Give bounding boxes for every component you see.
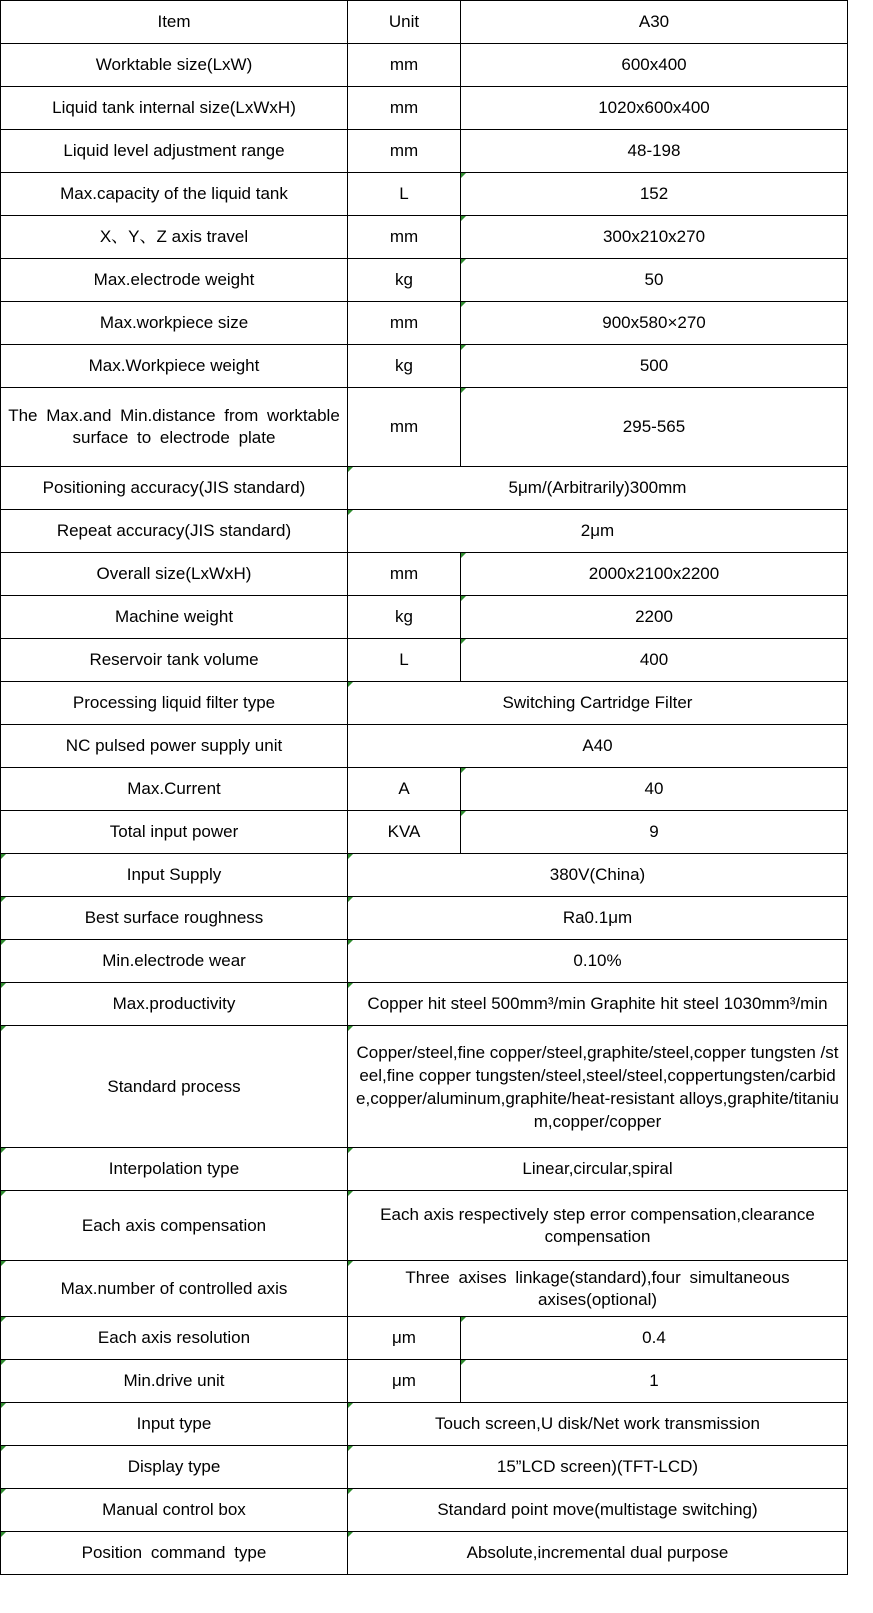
spec-item-cell: [1, 44, 348, 87]
corner-marker-icon: [461, 768, 466, 773]
spec-item-label: Best surface roughness: [84, 908, 264, 927]
spec-item-label: The Max.and Min.distance from worktable surface to electrode plate: [8, 406, 340, 447]
spec-value-label: Copper hit steel 500mm³/min Graphite hit steel 1030mm³/min: [367, 994, 828, 1013]
spec-item-label: Max.number of controlled axis: [60, 1278, 288, 1298]
corner-marker-icon: [348, 983, 353, 988]
spec-item-cell: [1, 1446, 348, 1489]
spec-item-cell: [1, 639, 348, 682]
corner-marker-icon: [348, 1191, 353, 1196]
spec-unit-label: mm: [389, 313, 419, 332]
spec-value-cell: [461, 345, 848, 388]
spec-item-cell: [1, 682, 348, 725]
corner-marker-icon: [1, 854, 6, 859]
spec-value-label: Standard point move(multistage switching): [437, 1500, 758, 1519]
spec-unit-cell: [348, 259, 461, 302]
table-row: [1, 682, 848, 725]
spec-item-label: Machine weight: [114, 607, 234, 626]
spec-unit-label: μm: [392, 1371, 416, 1390]
spec-value-cell: [348, 725, 848, 768]
spec-value-cell: [461, 553, 848, 596]
spec-item-label: Max.Current: [127, 779, 221, 798]
table-row: [1, 940, 848, 983]
corner-marker-icon: [348, 1148, 353, 1153]
spec-item-label: Max.workpiece size: [99, 313, 249, 332]
spec-item-cell: [1, 553, 348, 596]
spec-item-label: Max.productivity: [112, 994, 236, 1013]
spec-value-cell: [461, 173, 848, 216]
spec-item-label: Each axis resolution: [97, 1328, 251, 1347]
spec-item-cell: [1, 510, 348, 553]
corner-marker-icon: [348, 897, 353, 902]
spec-item-cell: [1, 388, 348, 467]
spec-unit-label: mm: [389, 141, 419, 160]
corner-marker-icon: [461, 259, 466, 264]
spec-item-label: Input Supply: [126, 865, 222, 884]
spec-item-label: Each axis compensation: [81, 1215, 267, 1235]
spec-unit-cell: [348, 639, 461, 682]
spec-item-label: Liquid tank internal size(LxWxH): [52, 98, 296, 117]
corner-marker-icon: [461, 1360, 466, 1365]
spec-value-label: 295-565: [622, 417, 686, 436]
spec-value-cell: [348, 1532, 848, 1575]
spec-item-cell: [1, 302, 348, 345]
spec-item-cell: [1, 130, 348, 173]
corner-marker-icon: [348, 1446, 353, 1451]
spec-unit-label: L: [399, 184, 409, 203]
corner-marker-icon: [1, 1026, 6, 1031]
spec-value-label: 380V(China): [549, 865, 646, 884]
spec-item-label: Display type: [127, 1457, 221, 1476]
table-row: [1, 467, 848, 510]
spec-item-cell: [1, 940, 348, 983]
spec-unit-cell: [348, 216, 461, 259]
table-row: [1, 302, 848, 345]
corner-marker-icon: [461, 345, 466, 350]
spec-value-label: Absolute,incremental dual purpose: [466, 1543, 729, 1562]
spec-item-cell: [1, 983, 348, 1026]
spec-unit-label: kg: [395, 270, 413, 289]
spec-unit-label: L: [399, 650, 409, 669]
spec-value-cell: [348, 854, 848, 897]
spec-item-cell: [1, 768, 348, 811]
table-row: [1, 1148, 848, 1191]
spec-item-cell: [1, 1489, 348, 1532]
spec-value-label: A30: [638, 12, 670, 31]
spec-value-label: 2200: [635, 607, 673, 626]
spec-value-cell: [348, 1148, 848, 1191]
corner-marker-icon: [461, 302, 466, 307]
spec-item-label: Min.electrode wear: [102, 951, 246, 970]
corner-marker-icon: [461, 216, 466, 221]
spec-value-cell: [461, 596, 848, 639]
corner-marker-icon: [1, 1317, 6, 1322]
corner-marker-icon: [1, 897, 6, 902]
spec-item-label: Positioning accuracy(JIS standard): [42, 478, 306, 497]
spec-unit-cell: [348, 87, 461, 130]
spec-unit-cell: [348, 302, 461, 345]
corner-marker-icon: [348, 854, 353, 859]
spec-item-label: Min.drive unit: [123, 1371, 225, 1390]
spec-item-label: Total input power: [109, 822, 239, 841]
table-row: [1, 1532, 848, 1575]
table-row: [1, 216, 848, 259]
table-row: [1, 1, 848, 44]
spec-value-cell: [461, 44, 848, 87]
table-row: [1, 1191, 848, 1261]
spec-value-cell: [348, 983, 848, 1026]
spec-unit-cell: [348, 173, 461, 216]
table-row: [1, 596, 848, 639]
spec-item-label: X、Y、Z axis travel: [99, 227, 249, 246]
corner-marker-icon: [348, 682, 353, 687]
spec-value-label: Ra0.1μm: [562, 908, 633, 927]
spec-item-label: Repeat accuracy(JIS standard): [56, 521, 292, 540]
spec-item-cell: [1, 173, 348, 216]
spec-value-label: 600x400: [621, 55, 687, 74]
spec-unit-cell: [348, 130, 461, 173]
spec-item-label: Position command type: [81, 1543, 267, 1562]
spec-item-cell: [1, 1360, 348, 1403]
spec-item-cell: [1, 87, 348, 130]
spec-value-cell: [461, 130, 848, 173]
corner-marker-icon: [461, 173, 466, 178]
spec-item-cell: [1, 1532, 348, 1575]
table-row: [1, 811, 848, 854]
table-row: [1, 897, 848, 940]
spec-value-cell: [461, 388, 848, 467]
corner-marker-icon: [348, 510, 353, 515]
corner-marker-icon: [348, 1026, 353, 1031]
spec-unit-cell: [348, 1, 461, 44]
table-row: [1, 639, 848, 682]
spec-value-cell: [461, 1317, 848, 1360]
spec-item-label: Reservoir tank volume: [89, 650, 259, 669]
spec-unit-label: Unit: [388, 12, 420, 31]
spec-item-cell: [1, 345, 348, 388]
spec-value-cell: [348, 1191, 848, 1261]
table-row: [1, 87, 848, 130]
corner-marker-icon: [1, 1403, 6, 1408]
spec-item-label: Interpolation type: [108, 1159, 240, 1178]
spec-item-cell: [1, 259, 348, 302]
spec-value-label: Switching Cartridge Filter: [502, 693, 693, 712]
spec-unit-label: A: [398, 779, 410, 798]
table-row: [1, 768, 848, 811]
spec-item-label: Item: [157, 12, 191, 31]
spec-item-cell: [1, 1261, 348, 1317]
spec-value-label: 400: [639, 650, 669, 669]
spec-value-cell: [348, 1261, 848, 1317]
spec-unit-label: μm: [392, 1328, 416, 1347]
spec-item-label: Standard process: [107, 1076, 241, 1096]
spec-item-cell: [1, 1026, 348, 1148]
spec-unit-cell: [348, 553, 461, 596]
spec-value-label: 0.4: [642, 1328, 666, 1347]
table-row: [1, 130, 848, 173]
corner-marker-icon: [1, 1446, 6, 1451]
spec-item-cell: [1, 1, 348, 44]
spec-unit-label: mm: [389, 98, 419, 117]
spec-item-label: Processing liquid filter type: [72, 693, 276, 712]
spec-value-cell: [348, 940, 848, 983]
spec-value-label: 9: [649, 822, 659, 841]
spec-unit-cell: [348, 345, 461, 388]
spec-value-label: 40: [644, 779, 664, 798]
spec-value-cell: [461, 302, 848, 345]
spec-unit-label: kg: [395, 607, 413, 626]
table-row: [1, 1403, 848, 1446]
spec-value-label: Copper/steel,fine copper/steel,graphite/steel,copper tungsten /steel,fine copper tungsten/steel,steel/steel,coppertungsten/carbide,copper/aluminum,graphite/heat-resistant alloys,graphite/titanium,copper/copper: [356, 1042, 839, 1131]
corner-marker-icon: [348, 1261, 353, 1266]
corner-marker-icon: [1, 1191, 6, 1196]
spec-value-cell: [461, 216, 848, 259]
spec-unit-label: mm: [389, 227, 419, 246]
spec-value-label: Each axis respectively step error compensation,clearance compensation: [380, 1204, 815, 1246]
table-row: [1, 725, 848, 768]
table-row: [1, 173, 848, 216]
spec-item-cell: [1, 1191, 348, 1261]
spec-item-label: Input type: [136, 1414, 212, 1433]
spec-value-label: 50: [644, 270, 664, 289]
spec-item-cell: [1, 467, 348, 510]
spec-value-label: 1: [649, 1371, 659, 1390]
spec-value-label: 900x580×270: [602, 313, 706, 332]
spec-value-cell: [461, 811, 848, 854]
spec-unit-label: KVA: [387, 822, 421, 841]
spec-unit-label: mm: [389, 417, 419, 436]
spec-unit-label: mm: [389, 55, 419, 74]
corner-marker-icon: [1, 940, 6, 945]
table-row: [1, 1360, 848, 1403]
corner-marker-icon: [348, 467, 353, 472]
corner-marker-icon: [348, 1403, 353, 1408]
spec-unit-cell: [348, 811, 461, 854]
table-row: [1, 345, 848, 388]
spec-value-cell: [461, 87, 848, 130]
spec-item-cell: [1, 854, 348, 897]
table-row: [1, 1026, 848, 1148]
table-row: [1, 259, 848, 302]
corner-marker-icon: [1, 1148, 6, 1153]
spec-item-label: NC pulsed power supply unit: [65, 736, 283, 755]
spec-value-label: 0.10%: [573, 951, 622, 970]
spec-value-label: 300x210x270: [602, 227, 706, 246]
spec-value-label: 48-198: [627, 141, 681, 160]
corner-marker-icon: [461, 388, 466, 393]
spec-value-label: Touch screen,U disk/Net work transmission: [434, 1414, 760, 1433]
corner-marker-icon: [348, 940, 353, 945]
spec-value-cell: [348, 1403, 848, 1446]
table-row: [1, 510, 848, 553]
corner-marker-icon: [1, 1261, 6, 1266]
corner-marker-icon: [348, 1489, 353, 1494]
spec-value-label: Linear,circular,spiral: [522, 1159, 673, 1178]
table-row: [1, 1489, 848, 1532]
corner-marker-icon: [461, 811, 466, 816]
spec-item-label: Manual control box: [102, 1500, 246, 1519]
table-row: [1, 388, 848, 467]
spec-value-cell: [348, 1446, 848, 1489]
spec-unit-cell: [348, 1317, 461, 1360]
spec-item-cell: [1, 811, 348, 854]
spec-value-cell: [348, 1026, 848, 1148]
corner-marker-icon: [1, 1360, 6, 1365]
spec-item-label: Max.electrode weight: [93, 270, 255, 289]
spec-item-cell: [1, 725, 348, 768]
spec-value-label: A40: [582, 736, 613, 755]
corner-marker-icon: [461, 1317, 466, 1322]
spec-value-cell: [461, 639, 848, 682]
corner-marker-icon: [461, 596, 466, 601]
spec-value-label: 5μm/(Arbitrarily)300mm: [508, 478, 687, 497]
spec-unit-label: mm: [389, 564, 419, 583]
table-row: [1, 854, 848, 897]
corner-marker-icon: [1, 1489, 6, 1494]
spec-value-label: 152: [639, 184, 669, 203]
spec-value-label: 15”LCD screen)(TFT-LCD): [496, 1457, 699, 1476]
corner-marker-icon: [348, 1532, 353, 1537]
spec-unit-cell: [348, 596, 461, 639]
table-row: [1, 1261, 848, 1317]
spec-item-cell: [1, 1403, 348, 1446]
spec-unit-label: kg: [395, 356, 413, 375]
spec-value-cell: [348, 467, 848, 510]
corner-marker-icon: [461, 639, 466, 644]
spec-unit-cell: [348, 1360, 461, 1403]
spec-value-label: 1020x600x400: [598, 98, 710, 117]
spec-item-label: Overall size(LxWxH): [96, 564, 252, 583]
spec-value-label: 2μm: [580, 521, 615, 540]
corner-marker-icon: [461, 553, 466, 558]
spec-item-cell: [1, 897, 348, 940]
spec-item-label: Max.Workpiece weight: [88, 356, 260, 375]
spec-value-cell: [348, 1489, 848, 1532]
spec-value-cell: [461, 768, 848, 811]
spec-item-label: Liquid level adjustment range: [63, 141, 285, 160]
spec-value-cell: [461, 1, 848, 44]
spec-value-cell: [348, 682, 848, 725]
spec-unit-cell: [348, 44, 461, 87]
spec-item-label: Worktable size(LxW): [95, 55, 253, 74]
corner-marker-icon: [1, 1532, 6, 1537]
spec-item-cell: [1, 216, 348, 259]
spec-value-cell: [348, 510, 848, 553]
table-row: [1, 1446, 848, 1489]
table-row: [1, 44, 848, 87]
corner-marker-icon: [1, 983, 6, 988]
spec-unit-cell: [348, 768, 461, 811]
table-row: [1, 553, 848, 596]
table-row: [1, 1317, 848, 1360]
spec-value-cell: [461, 259, 848, 302]
spec-item-cell: [1, 1317, 348, 1360]
spec-value-cell: [461, 1360, 848, 1403]
table-row: [1, 983, 848, 1026]
spec-unit-cell: [348, 388, 461, 467]
spec-value-label: 500: [639, 356, 669, 375]
spec-value-cell: [348, 897, 848, 940]
spec-table-body: [1, 1, 848, 1575]
spec-value-label: 2000x2100x2200: [588, 564, 720, 583]
spec-item-label: Max.capacity of the liquid tank: [60, 184, 288, 203]
spec-item-cell: [1, 1148, 348, 1191]
spec-value-label: Three axises linkage(standard),four simultaneous axises(optional): [405, 1267, 790, 1309]
spec-item-cell: [1, 596, 348, 639]
